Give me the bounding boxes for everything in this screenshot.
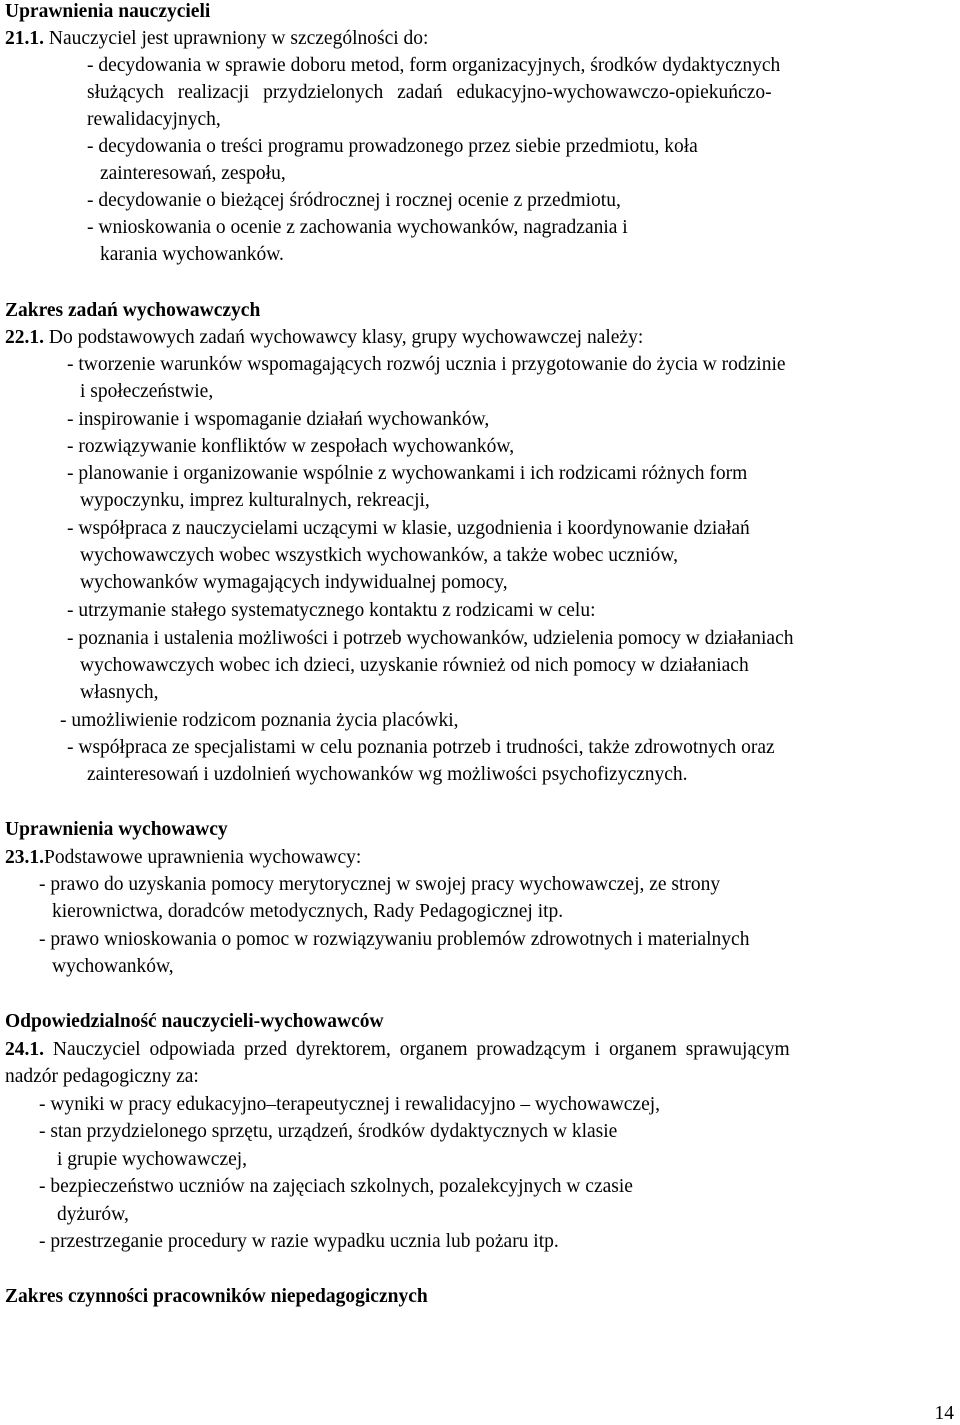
- list-line: - prawo do uzyskania pomocy merytorycznej w swojej pracy wychowawczej, ze strony: [39, 874, 721, 895]
- list-line: wychowanków,: [52, 956, 174, 977]
- list-line: - umożliwienie rodzicom poznania życia placówki,: [60, 710, 459, 731]
- list-line: karania wychowanków.: [100, 244, 284, 265]
- list-line: kierownictwa, doradców metodycznych, Rady Pedagogicznej itp.: [52, 901, 564, 922]
- section-heading-zakres-zadan: Zakres zadań wychowawczych: [5, 300, 261, 321]
- list-line: - inspirowanie i wspomaganie działań wychowanków,: [67, 409, 490, 430]
- paragraph-number: 24.1.: [5, 1039, 44, 1060]
- list-line: - decydowania o treści programu prowadzonego przez siebie przedmiotu, koła: [87, 136, 698, 157]
- paragraph-intro: Nauczyciel jest uprawniony w szczególności do:: [44, 28, 429, 49]
- list-line: zainteresowań i uzdolnień wychowanków wg możliwości psychofizycznych.: [87, 764, 688, 785]
- list-line: dyżurów,: [57, 1204, 129, 1225]
- paragraph-number: 22.1.: [5, 327, 44, 348]
- section-heading-odpowiedzialnosc: Odpowiedzialność nauczycieli-wychowawców: [5, 1011, 384, 1032]
- paragraph-24-1: [5, 1038, 790, 1062]
- list-line: - współpraca ze specjalistami w celu poznania potrzeb i trudności, także zdrowotnych oraz: [67, 737, 775, 758]
- list-line: - stan przydzielonego sprzętu, urządzeń, środków dydaktycznych w klasie: [39, 1121, 618, 1142]
- list-line: własnych,: [80, 682, 159, 703]
- list-line: - wnioskowania o ocenie z zachowania wychowanków, nagradzania i: [87, 217, 628, 238]
- list-line: zainteresowań, zespołu,: [100, 163, 286, 184]
- paragraph-number: 23.1.: [5, 847, 44, 868]
- list-line: - utrzymanie stałego systematycznego kontaktu z rodzicami w celu:: [67, 600, 596, 621]
- list-line: rewalidacyjnych,: [87, 109, 221, 130]
- list-line: wychowawczych wobec ich dzieci, uzyskanie również od nich pomocy w działaniach: [80, 655, 749, 676]
- list-line: - wyniki w pracy edukacyjno–terapeutycznej i rewalidacyjno – wychowawczej,: [39, 1094, 661, 1115]
- list-line: - planowanie i organizowanie wspólnie z wychowankami i ich rodzicami różnych form: [67, 463, 748, 484]
- list-line: - decydowania w sprawie doboru metod, form organizacyjnych, środków dydaktycznych: [87, 55, 781, 76]
- list-line: wychowawczych wobec wszystkich wychowanków, a także wobec uczniów,: [80, 545, 678, 566]
- list-line: wychowanków wymagających indywidualnej pomocy,: [80, 572, 508, 593]
- paragraph-continuation: nadzór pedagogiczny za:: [5, 1066, 199, 1087]
- paragraph-intro: Podstawowe uprawnienia wychowawcy:: [44, 847, 362, 868]
- list-line: wypoczynku, imprez kulturalnych, rekreacji,: [80, 490, 430, 511]
- section-heading-uprawnienia-nauczycieli: Uprawnienia nauczycieli: [5, 1, 211, 22]
- list-line: - rozwiązywanie konfliktów w zespołach wychowanków,: [67, 436, 515, 457]
- list-line: - współpraca z nauczycielami uczącymi w klasie, uzgodnienia i koordynowanie działań: [67, 518, 750, 539]
- section-heading-zakres-czynnosci: Zakres czynności pracowników niepedagogicznych: [5, 1286, 428, 1307]
- list-line: - decydowanie o bieżącej śródrocznej i rocznej ocenie z przedmiotu,: [87, 190, 621, 211]
- page-number: 14: [934, 1403, 954, 1424]
- paragraph-number: 21.1.: [5, 28, 44, 49]
- paragraph-22-1: [5, 326, 643, 350]
- list-line: i społeczeństwie,: [80, 381, 214, 402]
- paragraph-21-1: [5, 27, 428, 51]
- paragraph-intro: Nauczyciel odpowiada przed dyrektorem, organem prowadzącym i organem sprawującym: [44, 1039, 790, 1060]
- list-line: - tworzenie warunków wspomagających rozwój ucznia i przygotowanie do życia w rodzinie: [67, 354, 786, 375]
- list-line: - bezpieczeństwo uczniów na zajęciach szkolnych, pozalekcyjnych w czasie: [39, 1176, 633, 1197]
- list-line: - poznania i ustalenia możliwości i potrzeb wychowanków, udzielenia pomocy w działaniach: [67, 628, 794, 649]
- paragraph-intro: Do podstawowych zadań wychowawcy klasy, grupy wychowawczej należy:: [44, 327, 644, 348]
- paragraph-23-1: [5, 846, 361, 870]
- section-heading-uprawnienia-wychowawcy: Uprawnienia wychowawcy: [5, 819, 228, 840]
- list-line: - prawo wnioskowania o pomoc w rozwiązywaniu problemów zdrowotnych i materialnych: [39, 929, 750, 950]
- list-line: służących realizacji przydzielonych zadań edukacyjno-wychowawczo-opiekuńczo-: [87, 82, 772, 103]
- list-line: - przestrzeganie procedury w razie wypadku ucznia lub pożaru itp.: [39, 1231, 559, 1252]
- list-line: i grupie wychowawczej,: [57, 1149, 248, 1170]
